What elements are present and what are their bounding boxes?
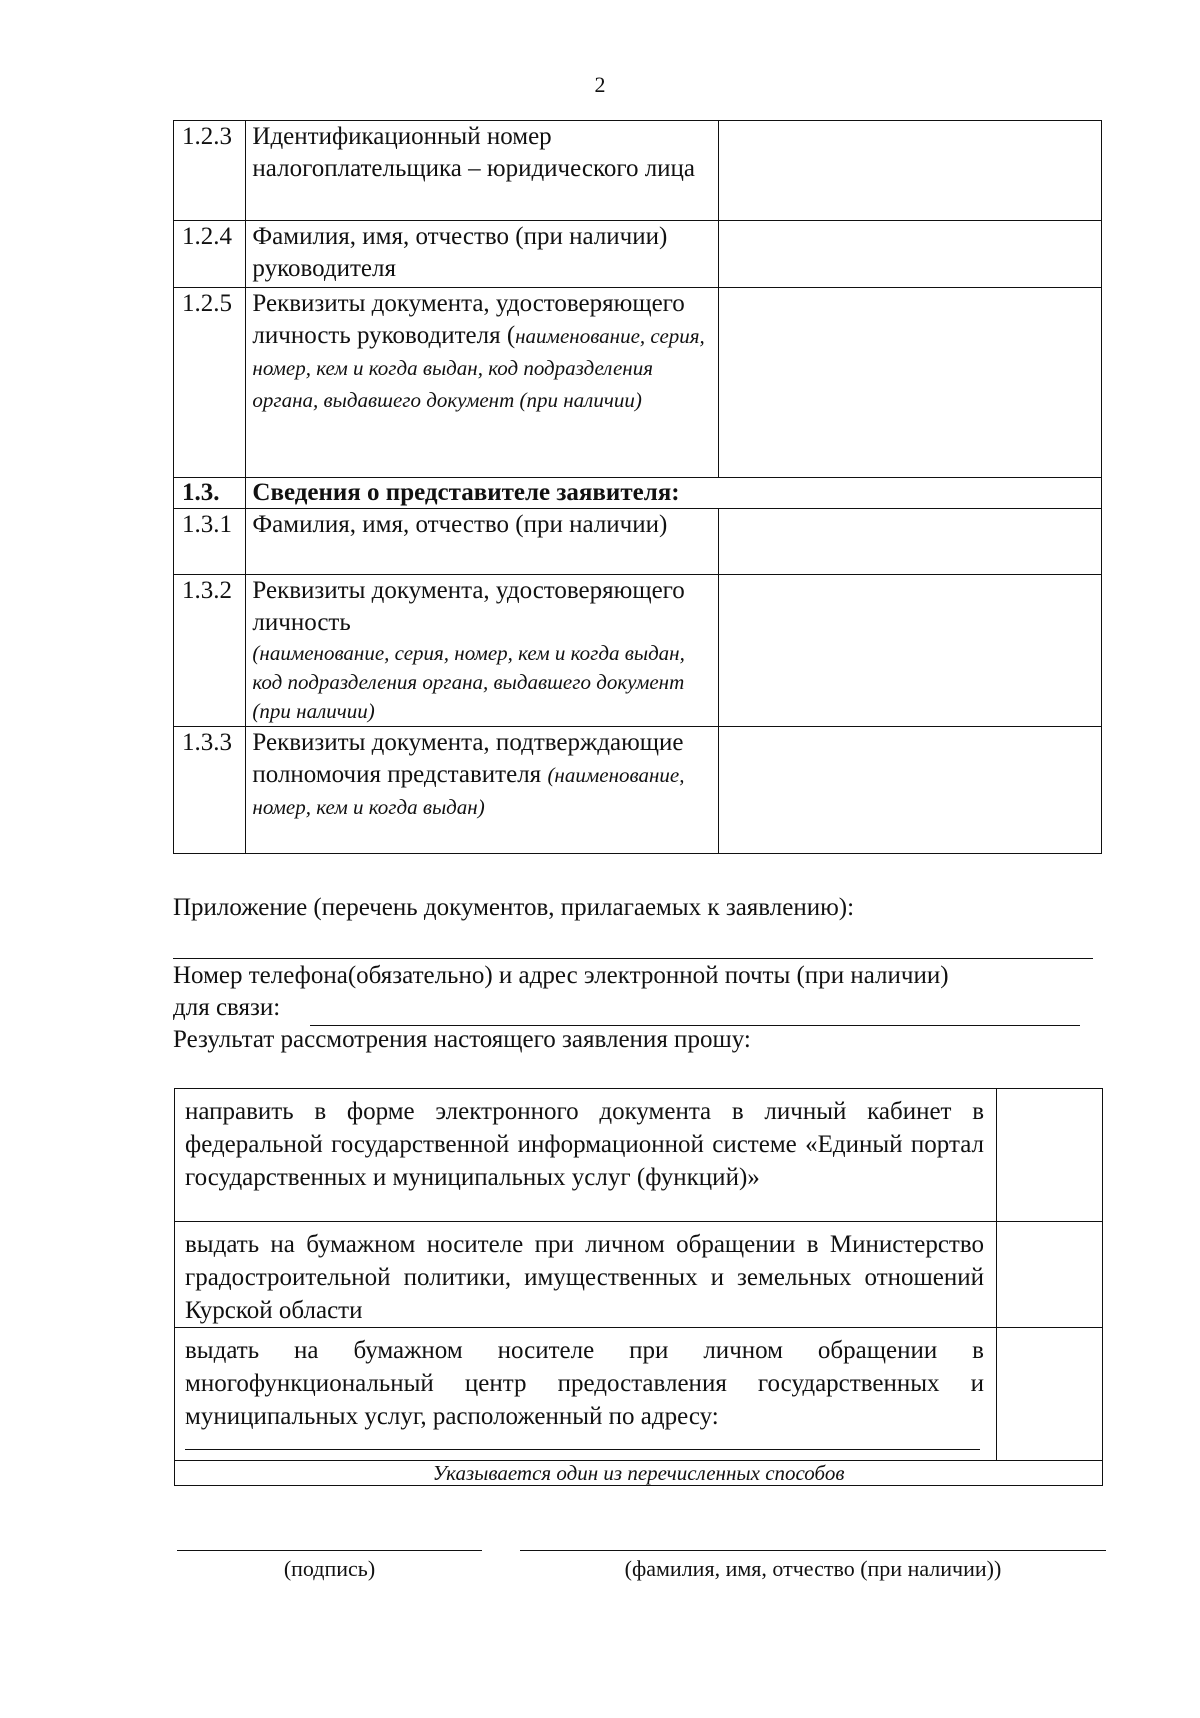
delivery-option-cell — [175, 1328, 997, 1461]
table-row — [174, 575, 1102, 727]
row-label — [246, 727, 719, 854]
value-cell[interactable] — [719, 288, 1102, 478]
value-cell[interactable] — [719, 221, 1102, 288]
name-line[interactable] — [520, 1550, 1106, 1551]
delivery-option-text: направить в форме электронного документа в личный кабинет в федеральной государственной информационной системе «Единый портал государственных и муниципальных услуг (функций)» — [175, 1089, 997, 1222]
result-label: Результат рассмотрения настоящего заявления прошу: — [173, 1026, 751, 1053]
signature-line[interactable] — [177, 1550, 482, 1551]
delivery-options-table — [174, 1088, 1103, 1486]
table-row — [174, 727, 1102, 854]
delivery-option-text: выдать на бумажном носителе при личном обращении в многофункциональный центр предоставления государственных и муниципальных услуг, расположенный по адресу: — [185, 1337, 984, 1430]
row-label-text: Фамилия, имя, отчество (при наличии) руководителя — [252, 223, 668, 282]
row-label-text: Реквизиты документа, подтверждающие полномочия представителя — [252, 729, 684, 788]
row-label — [246, 288, 719, 478]
row-number: 1.2.5 — [174, 288, 246, 478]
row-label — [246, 575, 719, 727]
delivery-footnote: Указывается один из перечисленных способов — [175, 1461, 1103, 1486]
delivery-option-row — [175, 1089, 1103, 1222]
row-note: (наименование, номер, кем и когда выдан) — [252, 763, 685, 819]
address-line[interactable] — [185, 1449, 980, 1450]
section-number: 1.3. — [174, 478, 246, 509]
section-row — [174, 478, 1102, 509]
row-label — [246, 509, 719, 575]
value-cell[interactable] — [719, 575, 1102, 727]
row-number: 1.3.1 — [174, 509, 246, 575]
delivery-option-text: выдать на бумажном носителе при личном обращении в Министерство градостроительной политики, имущественных и земельных отношений Курской области — [175, 1222, 997, 1328]
row-number: 1.3.2 — [174, 575, 246, 727]
table-row — [174, 221, 1102, 288]
name-caption: (фамилия, имя, отчество (при наличии)) — [624, 1556, 1002, 1581]
footnote-row — [175, 1461, 1103, 1486]
delivery-option-row — [175, 1222, 1103, 1328]
delivery-option-checkbox[interactable] — [997, 1089, 1103, 1222]
row-number: 1.3.3 — [174, 727, 246, 854]
value-cell[interactable] — [719, 727, 1102, 854]
signature-caption: (подпись) — [283, 1556, 376, 1581]
delivery-option-row — [175, 1328, 1103, 1461]
value-cell[interactable] — [719, 509, 1102, 575]
row-number: 1.2.3 — [174, 121, 246, 221]
value-cell[interactable] — [719, 121, 1102, 221]
table-row — [174, 121, 1102, 221]
table-row — [174, 288, 1102, 478]
row-label — [246, 121, 719, 221]
page-number: 2 — [594, 72, 606, 97]
contact-label: Номер телефона(обязательно) и адрес электронной почты (при наличии) — [173, 962, 949, 989]
row-label-text: Фамилия, имя, отчество (при наличии) — [252, 511, 668, 538]
section-title: Сведения о представителе заявителя: — [246, 478, 1102, 509]
row-label — [246, 221, 719, 288]
applicant-info-table — [173, 120, 1102, 854]
row-label-text: Реквизиты документа, удостоверяющего личность руководителя ( — [252, 290, 685, 349]
delivery-option-checkbox[interactable] — [997, 1222, 1103, 1328]
row-number: 1.2.4 — [174, 221, 246, 288]
attachment-label: Приложение (перечень документов, прилагаемых к заявлению): — [173, 894, 855, 921]
delivery-option-checkbox[interactable] — [997, 1328, 1103, 1461]
row-label-text: Идентификационный номер налогоплательщика – юридического лица — [252, 123, 696, 182]
row-label-text: Реквизиты документа, удостоверяющего личность — [252, 577, 685, 636]
contact-label-2: для связи: — [173, 994, 281, 1021]
row-note: наименование, серия, номер, кем и когда выдан, код подразделения органа, выдавшего документ (при наличии) — [252, 324, 705, 412]
attachment-line[interactable] — [173, 958, 1093, 959]
row-note: (наименование, серия, номер, кем и когда выдан, код подразделения органа, выдавшего документ (при наличии) — [252, 641, 685, 723]
table-row — [174, 509, 1102, 575]
